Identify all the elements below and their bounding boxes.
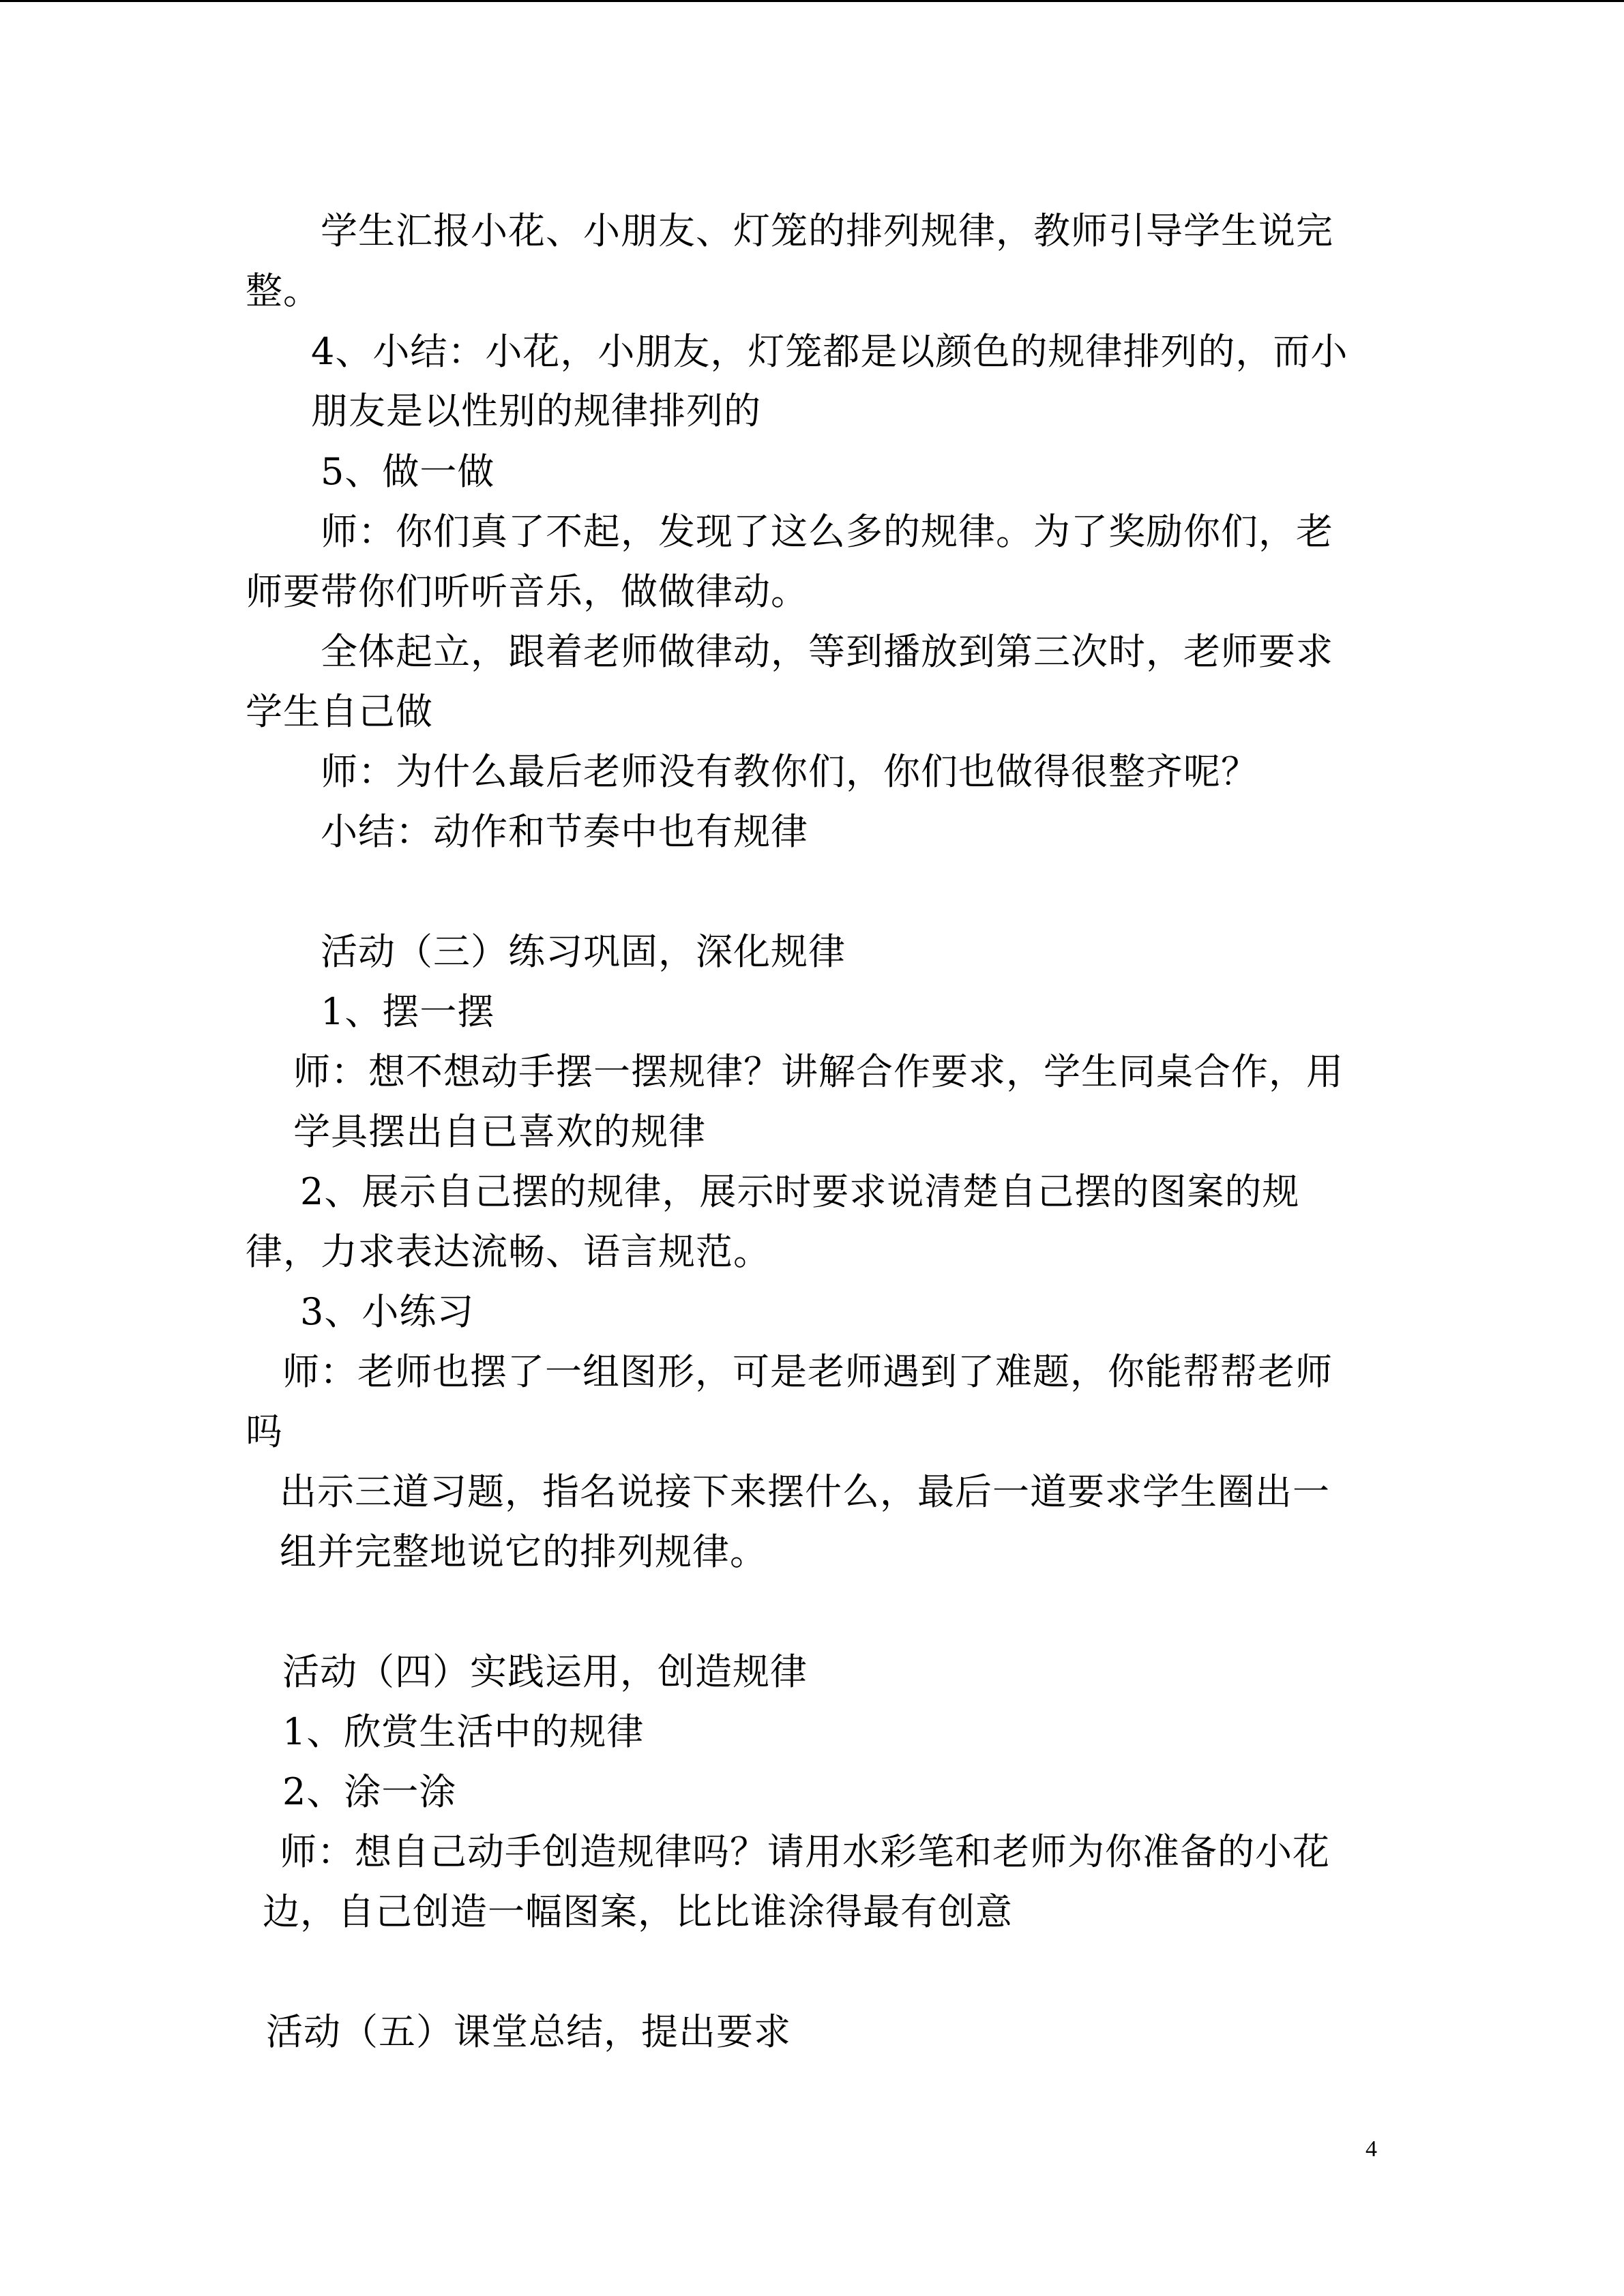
paragraph-line: 师：想不想动手摆一摆规律？讲解合作要求，学生同桌合作，用 bbox=[293, 1050, 1344, 1093]
section-heading: 活动（五）课堂总结，提出要求 bbox=[266, 2010, 791, 2053]
paragraph-line: 律，力求表达流畅、语言规范。 bbox=[246, 1230, 771, 1273]
paragraph-line: 朋友是以性别的规律排列的 bbox=[311, 389, 761, 432]
paragraph-line: 吗 bbox=[246, 1410, 283, 1453]
paragraph-line: 1、欣赏生活中的规律 bbox=[282, 1710, 645, 1753]
paragraph-line: 小结：动作和节奏中也有规律 bbox=[321, 810, 808, 853]
paragraph-line: 出示三道习题，指名说接下来摆什么，最后一道要求学生圈出一 bbox=[280, 1470, 1330, 1513]
paragraph-line: 师：为什么最后老师没有教你们，你们也做得很整齐呢？ bbox=[321, 750, 1258, 793]
paragraph-line: 1、摆一摆 bbox=[321, 990, 495, 1033]
paragraph-line: 2、展示自己摆的规律，展示时要求说清楚自己摆的图案的规 bbox=[300, 1170, 1300, 1213]
paragraph-line: 3、小练习 bbox=[300, 1290, 475, 1333]
paragraph-line: 全体起立，跟着老师做律动，等到播放到第三次时，老师要求 bbox=[321, 630, 1333, 673]
paragraph-line: 边，自己创造一幅图案，比比谁涂得最有创意 bbox=[263, 1890, 1013, 1933]
paragraph-line: 师：你们真了不起，发现了这么多的规律。为了奖励你们，老 bbox=[321, 510, 1333, 553]
paragraph-line: 学生汇报小花、小朋友、灯笼的排列规律，教师引导学生说完 bbox=[321, 209, 1333, 252]
paragraph-line: 整。 bbox=[246, 269, 321, 312]
paragraph-line: 5、做一做 bbox=[321, 450, 495, 493]
paragraph-line: 师：老师也摆了一组图形，可是老师遇到了难题，你能帮帮老师 bbox=[282, 1350, 1333, 1393]
paragraph-line: 2、涂一涂 bbox=[282, 1770, 457, 1813]
paragraph-line: 学生自己做 bbox=[246, 690, 433, 733]
section-heading: 活动（四）实践运用，创造规律 bbox=[282, 1650, 808, 1693]
paragraph-line: 学具摆出自已喜欢的规律 bbox=[293, 1110, 706, 1153]
paragraph-line: 组并完整地说它的排列规律。 bbox=[280, 1530, 767, 1573]
paragraph-line: 师：想自己动手创造规律吗？请用水彩笔和老师为你准备的小花 bbox=[280, 1830, 1330, 1873]
paragraph-line: 4、小结：小花，小朋友，灯笼都是以颜色的规律排列的，而小 bbox=[311, 330, 1348, 373]
section-heading: 活动（三）练习巩固，深化规律 bbox=[321, 930, 846, 973]
paragraph-line: 师要带你们听听音乐，做做律动。 bbox=[246, 570, 808, 613]
page-top-border bbox=[0, 0, 1624, 2]
page-number: 4 bbox=[1365, 2136, 1377, 2162]
